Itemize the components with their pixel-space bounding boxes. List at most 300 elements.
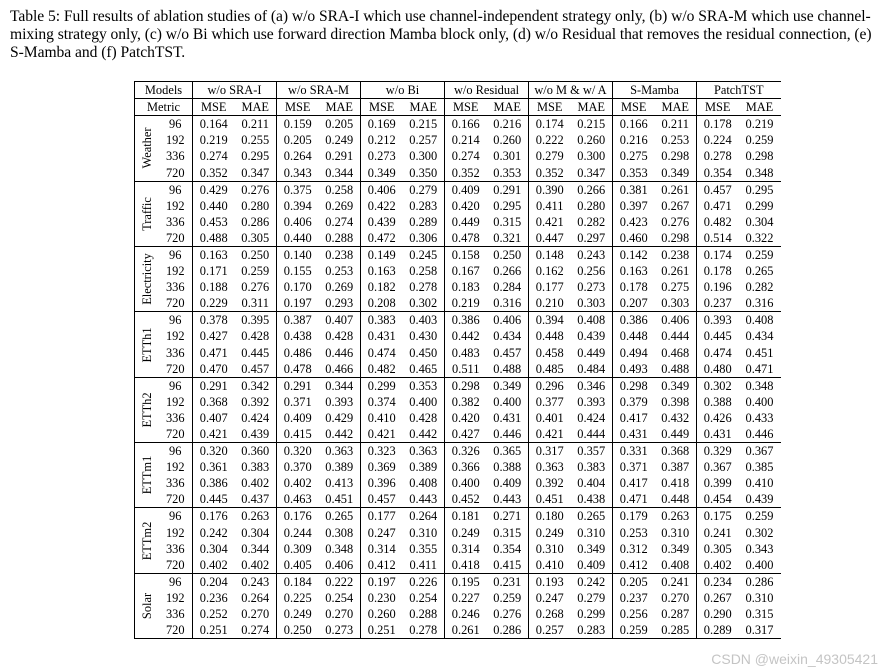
table-row [135,394,781,410]
mae-value: 0.263 [241,509,270,524]
mse-value: 0.397 [613,198,655,214]
mse-value: 0.393 [697,312,739,329]
mse-value: 0.249 [277,606,319,622]
mae-value: 0.365 [493,444,522,459]
mae-value: 0.444 [571,426,613,443]
mae-value: 0.300 [577,149,606,164]
table-row [135,573,781,590]
mae-value: 0.343 [745,541,774,556]
mae-value: 0.383 [577,460,606,475]
mse-value: 0.219 [193,132,235,148]
table-row [135,345,781,361]
model-header: w/o M & w/ A [529,82,613,99]
mse-value: 0.375 [277,181,319,198]
mse-value: 0.163 [361,263,403,279]
mse-value: 0.386 [613,312,655,329]
mse-value: 0.149 [361,246,403,263]
mse-value: 0.448 [613,328,655,344]
mse-value: 0.310 [529,541,571,557]
metric-mae: MAE [319,99,361,116]
mse-value: 0.164 [193,116,235,133]
mse-value: 0.329 [697,443,739,460]
mae-value: 0.274 [235,622,277,639]
mae-value: 0.310 [409,525,438,540]
horizon-length: 336 [165,345,185,360]
mse-value: 0.298 [445,377,487,394]
dataset-label: ETTm1 [139,455,154,495]
mae-value: 0.408 [655,557,697,574]
mae-value: 0.471 [739,361,781,378]
mae-value: 0.363 [409,444,438,459]
mae-value: 0.353 [409,378,438,393]
mse-value: 0.427 [193,328,235,344]
mse-value: 0.478 [277,361,319,378]
mse-value: 0.445 [193,491,235,508]
mse-value: 0.494 [613,345,655,361]
mse-value: 0.482 [697,214,739,230]
mse-value: 0.445 [697,328,739,344]
mae-value: 0.393 [577,394,606,409]
horizon-length: 96 [169,378,182,393]
mae-value: 0.368 [661,444,690,459]
mae-value: 0.304 [745,214,774,229]
mae-value: 0.259 [745,247,774,262]
mse-value: 0.369 [361,459,403,475]
mse-value: 0.214 [445,132,487,148]
mae-value: 0.286 [241,214,270,229]
mae-value: 0.211 [661,117,689,132]
horizon-length: 720 [159,230,193,247]
mse-value: 0.195 [445,573,487,590]
mse-value: 0.259 [613,622,655,639]
mae-value: 0.285 [655,622,697,639]
mae-value: 0.363 [325,444,354,459]
mse-value: 0.493 [613,361,655,378]
horizon-length: 96 [169,313,182,328]
results-table-container [134,81,781,639]
mse-value: 0.449 [445,214,487,230]
mse-value: 0.421 [529,214,571,230]
mae-value: 0.457 [235,361,277,378]
metric-mae: MAE [739,99,781,116]
mae-value: 0.226 [409,574,438,589]
mae-value: 0.282 [745,280,774,295]
mse-value: 0.302 [697,377,739,394]
mse-value: 0.222 [529,132,571,148]
mse-value: 0.253 [613,525,655,541]
mse-value: 0.179 [613,508,655,525]
mse-value: 0.291 [277,377,319,394]
mae-value: 0.298 [661,149,690,164]
mae-value: 0.348 [325,541,354,556]
horizon-length: 96 [169,574,182,589]
horizon-length: 192 [165,329,185,344]
horizon-length: 720 [159,622,193,639]
mae-value: 0.408 [745,313,774,328]
mse-value: 0.390 [529,181,571,198]
mae-value: 0.302 [745,525,774,540]
mae-value: 0.304 [241,525,270,540]
mse-value: 0.188 [193,279,235,295]
mse-value: 0.457 [361,491,403,508]
mae-value: 0.411 [403,557,445,574]
mse-value: 0.176 [277,508,319,525]
mse-value: 0.247 [529,590,571,606]
mae-value: 0.446 [325,345,354,360]
mse-value: 0.420 [445,198,487,214]
horizon-length: 336 [165,149,185,164]
mae-value: 0.291 [325,149,354,164]
model-header: S-Mamba [613,82,697,99]
mse-value: 0.409 [445,181,487,198]
mae-value: 0.387 [661,460,690,475]
mae-value: 0.256 [577,264,606,279]
mae-value: 0.360 [241,444,270,459]
mse-value: 0.460 [613,230,655,247]
mae-value: 0.265 [745,264,774,279]
mse-value: 0.317 [529,443,571,460]
model-header: w/o SRA-M [277,82,361,99]
mae-value: 0.282 [577,214,606,229]
mae-value: 0.273 [577,280,606,295]
mse-value: 0.320 [193,443,235,460]
table-row [135,475,781,491]
mse-value: 0.176 [193,508,235,525]
mse-value: 0.371 [613,459,655,475]
mse-value: 0.224 [697,132,739,148]
mse-value: 0.354 [697,164,739,181]
horizon-length: 96 [169,117,182,132]
mae-value: 0.430 [409,329,438,344]
mse-value: 0.181 [445,508,487,525]
mae-value: 0.274 [325,214,354,229]
mae-value: 0.322 [739,230,781,247]
metric-mse: MSE [529,99,571,116]
metric-mse: MSE [613,99,655,116]
mse-value: 0.480 [697,361,739,378]
mae-value: 0.276 [493,607,522,622]
mse-value: 0.178 [697,263,739,279]
mse-value: 0.471 [697,198,739,214]
horizon-length: 96 [169,509,182,524]
table-row [135,263,781,279]
mae-value: 0.280 [577,198,606,213]
mse-value: 0.349 [361,164,403,181]
mae-value: 0.298 [745,149,774,164]
mse-value: 0.251 [361,622,403,639]
mse-value: 0.208 [361,295,403,312]
mae-value: 0.408 [577,313,606,328]
mse-value: 0.383 [361,312,403,329]
mae-value: 0.306 [403,230,445,247]
mae-value: 0.315 [493,525,522,540]
mse-value: 0.421 [529,426,571,443]
table-row [135,557,781,574]
mse-value: 0.163 [193,246,235,263]
mae-value: 0.266 [493,264,522,279]
mse-value: 0.314 [445,541,487,557]
mse-value: 0.148 [529,246,571,263]
horizon-length: 192 [165,264,185,279]
mse-value: 0.197 [277,295,319,312]
mae-value: 0.349 [661,541,690,556]
mse-value: 0.411 [529,198,571,214]
mse-value: 0.427 [445,426,487,443]
mae-value: 0.403 [409,313,438,328]
mae-value: 0.367 [745,444,774,459]
metric-mae: MAE [235,99,277,116]
mse-value: 0.442 [445,328,487,344]
mae-value: 0.346 [577,378,606,393]
mae-value: 0.344 [241,541,270,556]
mae-value: 0.295 [241,149,270,164]
mse-value: 0.159 [277,116,319,133]
table-caption: Table 5: Full results of ablation studies of (a) w/o SRA-I which use channel-independent strategy only, (b) w/o SRA-M which use channel-mixing strategy only, (c) w/o Bi which use forward direction Mamba block only, (d) w/o Residual that removes the residual connection, (e) S-Mamba and (f) PatchTST. [10,8,872,61]
mae-value: 0.432 [661,410,690,425]
mae-value: 0.448 [655,491,697,508]
table-row [135,361,781,378]
mse-value: 0.485 [529,361,571,378]
mse-value: 0.236 [193,590,235,606]
mse-value: 0.296 [529,377,571,394]
mae-value: 0.289 [409,214,438,229]
table-row [135,230,781,247]
metric-mae: MAE [487,99,529,116]
dataset-label: ETTh2 [139,392,154,428]
mse-value: 0.407 [193,410,235,426]
mse-value: 0.352 [529,164,571,181]
metric-mse: MSE [277,99,319,116]
mae-value: 0.388 [493,460,522,475]
mae-value: 0.254 [325,590,354,605]
mse-value: 0.289 [697,622,739,639]
mse-value: 0.378 [193,312,235,329]
mse-value: 0.205 [613,573,655,590]
mse-value: 0.252 [193,606,235,622]
mae-value: 0.276 [241,182,270,197]
mae-value: 0.265 [325,509,354,524]
mse-value: 0.326 [445,443,487,460]
mae-value: 0.250 [493,247,522,262]
mse-value: 0.406 [361,181,403,198]
mae-value: 0.349 [661,378,690,393]
mse-value: 0.219 [445,295,487,312]
mse-value: 0.366 [445,459,487,475]
mse-value: 0.264 [277,148,319,164]
mae-value: 0.270 [325,607,354,622]
mse-value: 0.457 [697,181,739,198]
mae-value: 0.316 [487,295,529,312]
mse-value: 0.257 [529,622,571,639]
mse-value: 0.382 [445,394,487,410]
mse-value: 0.431 [361,328,403,344]
mse-value: 0.177 [529,279,571,295]
mae-value: 0.468 [661,345,690,360]
mae-value: 0.275 [661,280,690,295]
mae-value: 0.278 [409,280,438,295]
mae-value: 0.385 [745,460,774,475]
mae-value: 0.254 [409,590,438,605]
mse-value: 0.387 [277,312,319,329]
mae-value: 0.347 [571,164,613,181]
mae-value: 0.445 [241,345,270,360]
metric-mse: MSE [697,99,739,116]
mse-value: 0.256 [613,606,655,622]
mae-value: 0.259 [241,264,270,279]
mae-value: 0.442 [319,426,361,443]
horizon-length: 96 [169,444,182,459]
mae-value: 0.245 [409,247,438,262]
mae-value: 0.354 [493,541,522,556]
mae-value: 0.446 [739,426,781,443]
metric-mse: MSE [361,99,403,116]
mae-value: 0.287 [661,607,690,622]
mse-value: 0.207 [613,295,655,312]
dataset-label: Solar [139,592,154,620]
mae-value: 0.288 [409,607,438,622]
mae-value: 0.315 [745,607,774,622]
mse-value: 0.368 [193,394,235,410]
mae-value: 0.392 [241,394,270,409]
mse-value: 0.448 [529,328,571,344]
mse-value: 0.478 [445,230,487,247]
mae-value: 0.283 [409,198,438,213]
mse-value: 0.291 [193,377,235,394]
mse-value: 0.377 [529,394,571,410]
mse-value: 0.304 [193,541,235,557]
mse-value: 0.244 [277,525,319,541]
mae-value: 0.279 [409,182,438,197]
horizon-length: 192 [165,590,185,605]
mae-value: 0.249 [325,133,354,148]
mae-value: 0.415 [487,557,529,574]
horizon-length: 96 [169,182,182,197]
mae-value: 0.389 [409,460,438,475]
mse-value: 0.431 [613,426,655,443]
mae-value: 0.434 [493,329,522,344]
mae-value: 0.357 [577,444,606,459]
mse-value: 0.426 [697,410,739,426]
mae-value: 0.231 [493,574,522,589]
mae-value: 0.400 [745,394,774,409]
horizon-length: 720 [159,361,193,378]
dataset-label-cell [135,443,159,508]
mse-value: 0.401 [529,410,571,426]
mae-value: 0.428 [409,410,438,425]
mse-value: 0.386 [445,312,487,329]
mae-value: 0.243 [241,574,270,589]
mae-value: 0.264 [241,590,270,605]
mse-value: 0.193 [529,573,571,590]
mae-value: 0.429 [325,410,354,425]
mae-value: 0.349 [493,378,522,393]
mae-value: 0.428 [241,329,270,344]
table-row [135,508,781,525]
ablation-results-table [134,81,781,639]
mae-value: 0.261 [661,182,690,197]
mae-value: 0.298 [655,230,697,247]
mae-value: 0.243 [577,247,606,262]
mae-value: 0.211 [241,117,269,132]
mae-value: 0.442 [403,426,445,443]
table-row [135,606,781,622]
table-row [135,214,781,230]
horizon-length: 336 [165,410,185,425]
table-row [135,181,781,198]
mse-value: 0.183 [445,279,487,295]
mae-value: 0.457 [493,345,522,360]
mae-value: 0.439 [739,491,781,508]
mse-value: 0.458 [529,345,571,361]
mse-value: 0.421 [193,426,235,443]
mae-value: 0.451 [319,491,361,508]
mse-value: 0.178 [613,279,655,295]
mae-value: 0.215 [409,117,438,132]
mae-value: 0.253 [661,133,690,148]
mae-value: 0.260 [577,133,606,148]
mae-value: 0.310 [745,590,774,605]
mse-value: 0.363 [529,459,571,475]
horizon-length: 96 [169,247,182,262]
mse-value: 0.279 [529,148,571,164]
mae-value: 0.465 [403,361,445,378]
mae-value: 0.413 [325,476,354,491]
mae-value: 0.280 [241,198,270,213]
table-row [135,164,781,181]
mse-value: 0.309 [277,541,319,557]
mse-value: 0.267 [697,590,739,606]
mae-value: 0.402 [241,476,270,491]
mse-value: 0.409 [277,410,319,426]
mae-value: 0.344 [319,164,361,181]
dataset-label: Traffic [139,196,154,231]
mse-value: 0.396 [361,475,403,491]
dataset-label-cell [135,377,159,442]
mse-value: 0.305 [697,541,739,557]
mse-value: 0.470 [193,361,235,378]
mse-value: 0.196 [697,279,739,295]
mae-value: 0.300 [409,149,438,164]
mae-value: 0.434 [745,329,774,344]
mae-value: 0.269 [325,198,354,213]
mse-value: 0.273 [361,148,403,164]
mae-value: 0.279 [577,590,606,605]
table-row [135,377,781,394]
mse-value: 0.249 [445,525,487,541]
table-row [135,491,781,508]
mae-value: 0.408 [409,476,438,491]
horizon-length: 192 [165,198,185,213]
mse-value: 0.440 [277,230,319,247]
mse-value: 0.482 [361,361,403,378]
mse-value: 0.323 [361,443,403,460]
mse-value: 0.241 [697,525,739,541]
mae-value: 0.299 [577,607,606,622]
mse-value: 0.429 [193,181,235,198]
mse-value: 0.298 [613,377,655,394]
mse-value: 0.178 [697,116,739,133]
mae-value: 0.284 [493,280,522,295]
mae-value: 0.449 [655,426,697,443]
mae-value: 0.437 [235,491,277,508]
mae-value: 0.310 [577,525,606,540]
mse-value: 0.237 [697,295,739,312]
mse-value: 0.514 [697,230,739,247]
horizon-length: 720 [159,557,193,574]
mse-value: 0.447 [529,230,571,247]
dataset-label-cell [135,246,159,311]
mse-value: 0.216 [613,132,655,148]
